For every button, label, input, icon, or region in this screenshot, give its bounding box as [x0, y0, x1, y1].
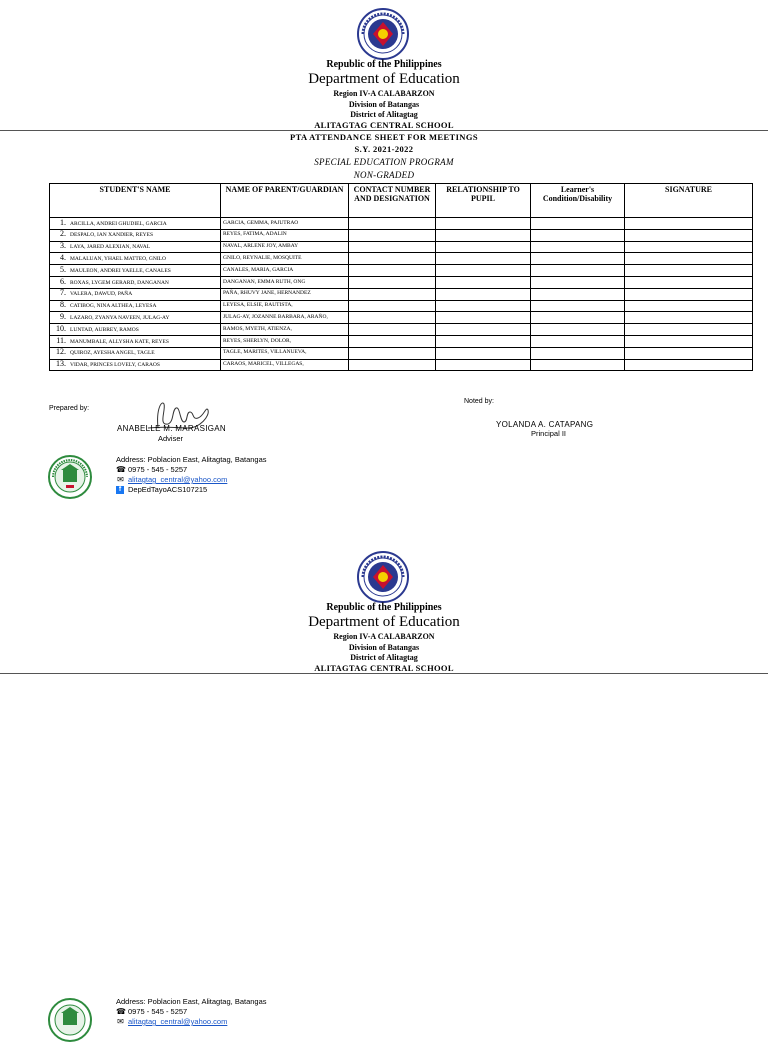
table-row: [50, 300, 753, 312]
school-logo-icon-page2: [48, 998, 92, 1042]
header-contact: CONTACT NUMBER AND DESIGNATION: [349, 184, 436, 218]
table-row: [50, 288, 753, 300]
contact-cell[interactable]: [349, 359, 436, 371]
table-row: [50, 241, 753, 253]
student-name-cell: [50, 312, 221, 324]
signature-cell[interactable]: [625, 265, 753, 277]
relationship-cell[interactable]: [436, 253, 531, 265]
signature-cell[interactable]: [625, 276, 753, 288]
noted-by-title: Principal II: [531, 429, 567, 438]
condition-cell[interactable]: [531, 253, 625, 265]
table-row: [50, 347, 753, 359]
parent-name-cell: REYES, SHERLYN, DOLOR,: [221, 335, 349, 347]
footer-phone-page2: 0975 - 545 - 5257: [128, 1007, 188, 1016]
table-row: [50, 335, 753, 347]
deped-seal-icon: [357, 8, 409, 60]
row-number: 2.: [60, 229, 66, 239]
row-number: 9.: [60, 312, 66, 322]
contact-cell[interactable]: [349, 312, 436, 324]
letterhead-district: District of Alitagtag: [350, 110, 418, 119]
relationship-cell[interactable]: [436, 347, 531, 359]
footer-phone: 0975 - 545 - 5257: [128, 465, 188, 474]
footer-facebook-row: [116, 485, 267, 495]
contact-cell[interactable]: [349, 324, 436, 336]
relationship-cell[interactable]: [436, 218, 531, 230]
student-name-cell: [50, 253, 221, 265]
relationship-cell[interactable]: [436, 241, 531, 253]
footer-contact-block-page2: [116, 997, 267, 1027]
footer-phone-row-page2: [116, 1007, 267, 1017]
row-number: 8.: [60, 300, 66, 310]
student-name-cell: [50, 300, 221, 312]
contact-cell[interactable]: [349, 218, 436, 230]
school-logo-icon: [48, 455, 92, 499]
condition-cell[interactable]: [531, 324, 625, 336]
student-name: ARCILLA, ANDREI GHUDIEL, GARCIA: [70, 220, 167, 227]
relationship-cell[interactable]: [436, 229, 531, 241]
footer-email-row: [116, 475, 267, 485]
table-row: [50, 359, 753, 371]
student-name: VALERA, DAWUD, PAÑA: [70, 291, 133, 298]
noted-by-name: YOLANDA A. CATAPANG: [496, 420, 594, 429]
student-name-cell: [50, 359, 221, 371]
prepared-by-name: ANABELLE M. MARASIGAN: [117, 424, 226, 433]
letterhead-division-page2: Division of Batangas: [348, 643, 420, 652]
facebook-icon: f: [116, 486, 124, 494]
phone-icon-page2: ☎: [116, 1007, 126, 1016]
header-condition: Learner's Condition/Disability: [531, 184, 625, 218]
condition-cell[interactable]: [531, 359, 625, 371]
table-row: [50, 265, 753, 277]
prepared-by-title: Adviser: [158, 434, 184, 443]
letterhead-republic-page2: Republic of the Philippines: [326, 602, 442, 613]
student-name: DESPALO, IAN XANDIER, REYES: [70, 232, 154, 239]
student-name: MALALUAN, YHAEL MATTEO, GNILO: [70, 256, 166, 263]
student-name-cell: [50, 241, 221, 253]
footer-phone-row: [116, 465, 267, 475]
signature-cell[interactable]: [625, 229, 753, 241]
parent-name-cell: GNILO, REYNALIE, MOSQUITE: [221, 253, 349, 265]
parent-name-cell: CANALES, MARIA, GARCIA: [221, 265, 349, 277]
table-row: [50, 324, 753, 336]
footer-email-link-page2[interactable]: alitagtag_central@yahoo.com: [128, 1017, 228, 1026]
signature-cell[interactable]: [625, 312, 753, 324]
contact-cell[interactable]: [349, 253, 436, 265]
sheet-program: SPECIAL EDUCATION PROGRAM: [314, 157, 454, 167]
parent-name-cell: TAGLE, MARITES, VILLANUEVA,: [221, 347, 349, 359]
row-number: 13.: [56, 359, 66, 369]
row-number: 1.: [60, 217, 66, 227]
letterhead-school-page2: ALITAGTAG CENTRAL SCHOOL: [314, 663, 454, 673]
letterhead-department-page2: Department of Education: [308, 614, 460, 630]
contact-cell[interactable]: [349, 241, 436, 253]
header-student-name: STUDENT'S NAME: [50, 184, 221, 218]
table-row: [50, 312, 753, 324]
attendance-table: [49, 183, 753, 371]
signature-cell[interactable]: [625, 335, 753, 347]
table-row: [50, 253, 753, 265]
row-number: 5.: [60, 264, 66, 274]
header-signature: SIGNATURE: [625, 184, 753, 218]
condition-cell[interactable]: [531, 229, 625, 241]
attendance-table-body: [50, 218, 753, 371]
student-name-cell: [50, 218, 221, 230]
letterhead-region: Region IV-A CALABARZON: [333, 89, 435, 98]
condition-cell[interactable]: [531, 265, 625, 277]
letterhead-district-page2: District of Alitagtag: [350, 653, 418, 662]
footer-address: Address: Poblacion East, Alitagtag, Batangas: [116, 455, 267, 464]
signature-cell[interactable]: [625, 253, 753, 265]
signature-cell[interactable]: [625, 218, 753, 230]
letterhead-divider: [0, 130, 768, 131]
parent-name-cell: LEYESA, ELSIE, BAUTISTA,: [221, 300, 349, 312]
letterhead-school: ALITAGTAG CENTRAL SCHOOL: [314, 120, 454, 130]
signature-cell[interactable]: [625, 288, 753, 300]
phone-icon: ☎: [116, 465, 126, 474]
sheet-title: PTA ATTENDANCE SHEET FOR MEETINGS: [290, 132, 478, 142]
parent-name-cell: DANGANAN, EMMA RUTH, ONG: [221, 276, 349, 288]
row-number: 7.: [60, 288, 66, 298]
student-name-cell: [50, 288, 221, 300]
parent-name-cell: PAÑA, RHUVY JANE, HERNANDEZ: [221, 288, 349, 300]
student-name: VIDAR, PRINCES LOVELY, CARAOS: [70, 362, 160, 369]
footer-facebook: DepEdTayoACS107215: [128, 485, 208, 494]
signature-cell[interactable]: [625, 359, 753, 371]
header-parent-name: NAME OF PARENT/GUARDIAN: [221, 184, 349, 218]
student-name-cell: [50, 335, 221, 347]
relationship-cell[interactable]: [436, 324, 531, 336]
parent-name-cell: JULAG-AY, JOZANNE BARBARA, ARAÑO,: [221, 312, 349, 324]
student-name: QUIROZ, AYESHA ANGEL, TAGLE: [70, 350, 155, 357]
condition-cell[interactable]: [531, 241, 625, 253]
condition-cell[interactable]: [531, 300, 625, 312]
relationship-cell[interactable]: [436, 276, 531, 288]
student-name: MAULEON, ANDREI YAELLE, CANALES: [70, 267, 171, 274]
sheet-school-year: S.Y. 2021-2022: [354, 144, 414, 154]
deped-seal-icon-page2: [357, 551, 409, 603]
contact-cell[interactable]: [349, 229, 436, 241]
contact-cell[interactable]: [349, 276, 436, 288]
student-name: LAYA, JARED ALEXIAN, NAVAL: [70, 244, 151, 251]
student-name-cell: [50, 229, 221, 241]
row-number: 6.: [60, 276, 66, 286]
parent-name-cell: GARCIA, GEMMA, PAJUTRAO: [221, 218, 349, 230]
parent-name-cell: NAVAL, ARLENE JOY, AMBAY: [221, 241, 349, 253]
parent-name-cell: REYES, FATIMA, ADALIN: [221, 229, 349, 241]
row-number: 10.: [56, 323, 66, 333]
relationship-cell[interactable]: [436, 312, 531, 324]
signature-cell[interactable]: [625, 300, 753, 312]
letterhead-divider-page2: [0, 673, 768, 674]
relationship-cell[interactable]: [436, 359, 531, 371]
prepared-by-label: Prepared by:: [49, 405, 90, 412]
signature-cell[interactable]: [625, 324, 753, 336]
row-number: 4.: [60, 253, 66, 263]
signature-cell[interactable]: [625, 241, 753, 253]
contact-cell[interactable]: [349, 300, 436, 312]
student-name: MANUMBALE, ALLYSHA KATE, REYES: [70, 338, 169, 345]
relationship-cell[interactable]: [436, 288, 531, 300]
row-number: 3.: [60, 241, 66, 251]
table-header-row: [50, 184, 753, 218]
footer-email-link[interactable]: alitagtag_central@yahoo.com: [128, 475, 228, 484]
header-relationship: RELATIONSHIP TO PUPIL: [436, 184, 531, 218]
condition-cell[interactable]: [531, 347, 625, 359]
parent-name-cell: RAMOS, MYETH, ATIENZA,: [221, 324, 349, 336]
student-name: LUNTAD, AUBREY, RAMOS: [70, 326, 139, 333]
contact-cell[interactable]: [349, 265, 436, 277]
signature-cell[interactable]: [625, 347, 753, 359]
contact-cell[interactable]: [349, 335, 436, 347]
student-name-cell: [50, 265, 221, 277]
student-name: ROXAS, LYGEM GERARD, DANGANAN: [70, 279, 169, 286]
student-name-cell: [50, 347, 221, 359]
footer-contact-block: [116, 455, 267, 495]
letterhead-department: Department of Education: [308, 71, 460, 87]
relationship-cell[interactable]: [436, 300, 531, 312]
table-row: [50, 218, 753, 230]
row-number: 11.: [56, 335, 66, 345]
table-row: [50, 229, 753, 241]
relationship-cell[interactable]: [436, 265, 531, 277]
envelope-icon-page2: ✉: [117, 1017, 124, 1026]
student-name: CATIBOG, NINA ALTHEA, LEYESA: [70, 303, 157, 310]
condition-cell[interactable]: [531, 218, 625, 230]
letterhead-region-page2: Region IV-A CALABARZON: [333, 632, 435, 641]
footer-address-page2: Address: Poblacion East, Alitagtag, Batangas: [116, 997, 267, 1006]
contact-cell[interactable]: [349, 288, 436, 300]
noted-by-label: Noted by:: [464, 398, 494, 405]
condition-cell[interactable]: [531, 335, 625, 347]
student-name-cell: [50, 276, 221, 288]
row-number: 12.: [56, 347, 66, 357]
table-row: [50, 276, 753, 288]
condition-cell[interactable]: [531, 288, 625, 300]
condition-cell[interactable]: [531, 312, 625, 324]
envelope-icon: ✉: [117, 475, 124, 484]
condition-cell[interactable]: [531, 276, 625, 288]
letterhead-division: Division of Batangas: [348, 100, 420, 109]
sheet-grade: NON-GRADED: [353, 170, 415, 180]
letterhead-republic: Republic of the Philippines: [326, 59, 442, 70]
relationship-cell[interactable]: [436, 335, 531, 347]
footer-email-row-page2: [116, 1017, 267, 1027]
student-name: LAZARO, ZYANYA NAVEEN, JULAG-AY: [70, 315, 170, 322]
contact-cell[interactable]: [349, 347, 436, 359]
parent-name-cell: CARAOS, MARICEL, VILLEGAS,: [221, 359, 349, 371]
student-name-cell: [50, 324, 221, 336]
